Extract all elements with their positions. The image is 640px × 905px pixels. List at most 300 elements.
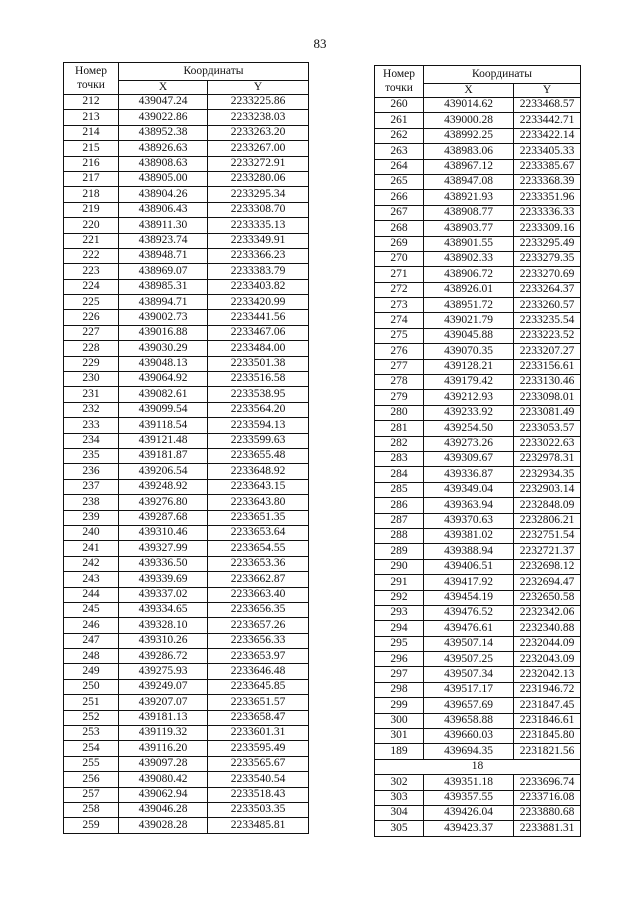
- coordinates-header: Координаты: [119, 63, 309, 81]
- x-header: X: [119, 81, 208, 95]
- table-row: [64, 248, 309, 263]
- table-row: [64, 818, 309, 833]
- table-row: [64, 587, 309, 602]
- table-row: [375, 205, 581, 220]
- table-row: [64, 664, 309, 679]
- y-coordinate-cell: 2233264.37: [514, 282, 581, 297]
- x-coordinate-cell: 439334.65: [119, 602, 208, 617]
- table-row: [64, 510, 309, 525]
- table-row: [375, 144, 581, 159]
- table-row: [375, 451, 581, 466]
- y-coordinate-cell: 2233503.35: [208, 802, 309, 817]
- x-coordinate-cell: 439048.13: [119, 356, 208, 371]
- y-coordinate-cell: 2233643.80: [208, 495, 309, 510]
- y-coordinate-cell: 2233336.33: [514, 205, 581, 220]
- table-row: [375, 744, 581, 759]
- y-coordinate-cell: 2233267.00: [208, 141, 309, 156]
- y-coordinate-cell: 2233564.20: [208, 402, 309, 417]
- x-coordinate-cell: 439276.80: [119, 495, 208, 510]
- x-coordinate-cell: 438951.72: [424, 298, 514, 313]
- table-row: [375, 344, 581, 359]
- table-row: [64, 495, 309, 510]
- point-number-cell: 293: [375, 605, 424, 620]
- y-coordinate-cell: 2233656.35: [208, 602, 309, 617]
- x-coordinate-cell: 439286.72: [119, 649, 208, 664]
- point-number-cell: 275: [375, 328, 424, 343]
- point-number-cell: 220: [64, 218, 119, 233]
- table-row: [375, 390, 581, 405]
- point-number-cell: 259: [64, 818, 119, 833]
- point-number-cell: 297: [375, 667, 424, 682]
- y-coordinate-cell: 2232721.37: [514, 544, 581, 559]
- x-coordinate-cell: 439357.55: [424, 790, 514, 805]
- y-coordinate-cell: 2233880.68: [514, 805, 581, 820]
- y-coordinate-cell: 2233595.49: [208, 741, 309, 756]
- point-number-cell: 271: [375, 267, 424, 282]
- y-coordinate-cell: 2233308.70: [208, 202, 309, 217]
- point-number-cell: 248: [64, 649, 119, 664]
- y-coordinate-cell: 2233405.33: [514, 144, 581, 159]
- table-row: [375, 328, 581, 343]
- point-number-cell: 300: [375, 713, 424, 728]
- point-number-cell: 236: [64, 464, 119, 479]
- table-row: [375, 559, 581, 574]
- y-coordinate-cell: 2233658.47: [208, 710, 309, 725]
- y-coordinate-cell: 2231847.45: [514, 698, 581, 713]
- point-number-cell: 253: [64, 726, 119, 741]
- table-row: [64, 372, 309, 387]
- x-coordinate-cell: 438969.07: [119, 264, 208, 279]
- table-row: [64, 679, 309, 694]
- y-coordinate-cell: 2233653.97: [208, 649, 309, 664]
- x-coordinate-cell: 438908.63: [119, 156, 208, 171]
- x-coordinate-cell: 439179.42: [424, 375, 514, 390]
- table-row: [375, 482, 581, 497]
- table-row: [64, 772, 309, 787]
- point-number-cell: 299: [375, 698, 424, 713]
- point-number-header-line1: Номер: [383, 68, 415, 81]
- point-number-cell: 265: [375, 174, 424, 189]
- x-coordinate-cell: 438905.00: [119, 171, 208, 186]
- y-coordinate-cell: 2231845.80: [514, 729, 581, 744]
- y-coordinate-cell: 2233351.96: [514, 190, 581, 205]
- table-row: [64, 525, 309, 540]
- x-coordinate-cell: 439181.13: [119, 710, 208, 725]
- point-number-cell: 219: [64, 202, 119, 217]
- y-coordinate-cell: 2233643.15: [208, 479, 309, 494]
- point-number-cell: 230: [64, 372, 119, 387]
- point-number-cell: 273: [375, 298, 424, 313]
- table-row: [64, 649, 309, 664]
- y-coordinate-cell: 2233538.95: [208, 387, 309, 402]
- table-row: [375, 698, 581, 713]
- point-number-cell: 223: [64, 264, 119, 279]
- x-coordinate-cell: 439328.10: [119, 618, 208, 633]
- y-coordinate-cell: 2233657.26: [208, 618, 309, 633]
- point-number-cell: 258: [64, 802, 119, 817]
- point-number-cell: 218: [64, 187, 119, 202]
- x-coordinate-cell: 439022.86: [119, 110, 208, 125]
- y-coordinate-cell: 2233663.40: [208, 587, 309, 602]
- y-coordinate-cell: 2233349.91: [208, 233, 309, 248]
- y-coordinate-cell: 2232848.09: [514, 498, 581, 513]
- x-coordinate-cell: 439002.73: [119, 310, 208, 325]
- table-row: [375, 113, 581, 128]
- point-number-cell: 280: [375, 405, 424, 420]
- table-row: [375, 174, 581, 189]
- x-coordinate-cell: 439476.52: [424, 605, 514, 620]
- point-number-cell: 296: [375, 652, 424, 667]
- point-number-cell: 246: [64, 618, 119, 633]
- y-coordinate-cell: 2231946.72: [514, 682, 581, 697]
- y-coordinate-cell: 2232340.88: [514, 621, 581, 636]
- point-number-header-line2: точки: [77, 78, 105, 91]
- y-coordinate-cell: 2232042.13: [514, 667, 581, 682]
- x-coordinate-cell: 439206.54: [119, 464, 208, 479]
- y-coordinate-cell: 2232650.58: [514, 590, 581, 605]
- y-coordinate-cell: 2232044.09: [514, 636, 581, 651]
- table-row: [375, 590, 581, 605]
- table-row: [64, 141, 309, 156]
- point-number-cell: 284: [375, 467, 424, 482]
- coordinates-table-left: [63, 62, 309, 834]
- point-number-cell: 244: [64, 587, 119, 602]
- y-coordinate-cell: 2233485.81: [208, 818, 309, 833]
- y-coordinate-cell: 2231846.61: [514, 713, 581, 728]
- point-number-cell: 250: [64, 679, 119, 694]
- x-coordinate-cell: 439339.69: [119, 572, 208, 587]
- y-coordinate-cell: 2233295.34: [208, 187, 309, 202]
- point-number-cell: 232: [64, 402, 119, 417]
- y-coordinate-cell: 2233651.57: [208, 695, 309, 710]
- y-coordinate-cell: 2233280.06: [208, 171, 309, 186]
- point-number-cell: 233: [64, 418, 119, 433]
- y-coordinate-cell: 2233383.79: [208, 264, 309, 279]
- point-number-cell: 238: [64, 495, 119, 510]
- x-coordinate-cell: 439275.93: [119, 664, 208, 679]
- point-number-cell: 268: [375, 221, 424, 236]
- x-coordinate-cell: 438952.38: [119, 125, 208, 140]
- y-coordinate-cell: 2233295.49: [514, 236, 581, 251]
- x-coordinate-cell: 439426.04: [424, 805, 514, 820]
- table-row: [375, 790, 581, 805]
- point-number-cell: 304: [375, 805, 424, 820]
- point-number-cell: 267: [375, 205, 424, 220]
- y-coordinate-cell: 2233646.48: [208, 664, 309, 679]
- point-number-cell: 261: [375, 113, 424, 128]
- x-coordinate-cell: 439507.34: [424, 667, 514, 682]
- y-coordinate-cell: 2233238.03: [208, 110, 309, 125]
- y-coordinate-cell: 2233272.91: [208, 156, 309, 171]
- point-number-cell: 256: [64, 772, 119, 787]
- point-number-cell: 286: [375, 498, 424, 513]
- point-number-cell: 189: [375, 744, 424, 759]
- x-coordinate-cell: 438983.06: [424, 144, 514, 159]
- x-coordinate-cell: 439381.02: [424, 528, 514, 543]
- y-header: Y: [208, 81, 309, 95]
- point-number-cell: 235: [64, 448, 119, 463]
- table-row: [375, 605, 581, 620]
- y-coordinate-cell: 2233235.54: [514, 313, 581, 328]
- table-row: [375, 621, 581, 636]
- point-number-cell: 231: [64, 387, 119, 402]
- point-number-cell: 224: [64, 279, 119, 294]
- point-number-cell: 212: [64, 95, 119, 110]
- point-number-cell: 264: [375, 159, 424, 174]
- x-coordinate-cell: 439660.03: [424, 729, 514, 744]
- point-number-cell: 301: [375, 729, 424, 744]
- point-number-cell: 292: [375, 590, 424, 605]
- x-coordinate-cell: 439028.28: [119, 818, 208, 833]
- y-coordinate-cell: 2232751.54: [514, 528, 581, 543]
- table-row: [375, 128, 581, 143]
- x-coordinate-cell: 439310.46: [119, 525, 208, 540]
- y-coordinate-cell: 2233279.35: [514, 251, 581, 266]
- x-coordinate-cell: 439327.99: [119, 541, 208, 556]
- y-coordinate-cell: 2233335.13: [208, 218, 309, 233]
- point-number-header-line2: точки: [385, 81, 413, 94]
- table-row: [375, 236, 581, 251]
- table-row: [375, 713, 581, 728]
- x-coordinate-cell: 439064.92: [119, 372, 208, 387]
- y-coordinate-cell: 2233223.52: [514, 328, 581, 343]
- x-coordinate-cell: 438985.31: [119, 279, 208, 294]
- table-row: [375, 159, 581, 174]
- x-coordinate-cell: 438901.55: [424, 236, 514, 251]
- table-row: [375, 375, 581, 390]
- y-coordinate-cell: 2233441.56: [208, 310, 309, 325]
- table-row: [375, 251, 581, 266]
- table-row: [64, 618, 309, 633]
- point-number-cell: 215: [64, 141, 119, 156]
- x-coordinate-cell: 438967.12: [424, 159, 514, 174]
- y-coordinate-cell: 2232043.09: [514, 652, 581, 667]
- x-coordinate-cell: 438908.77: [424, 205, 514, 220]
- y-coordinate-cell: 2233368.39: [514, 174, 581, 189]
- point-number-cell: 252: [64, 710, 119, 725]
- table-row: [375, 729, 581, 744]
- y-coordinate-cell: 2233696.74: [514, 775, 581, 790]
- x-coordinate-cell: 439336.50: [119, 556, 208, 571]
- point-number-cell: 278: [375, 375, 424, 390]
- y-coordinate-cell: 2233654.55: [208, 541, 309, 556]
- y-coordinate-cell: 2233540.54: [208, 772, 309, 787]
- table-row: [375, 498, 581, 513]
- y-coordinate-cell: 2233403.82: [208, 279, 309, 294]
- y-coordinate-cell: 2232903.14: [514, 482, 581, 497]
- y-coordinate-cell: 2233263.20: [208, 125, 309, 140]
- point-number-cell: 288: [375, 528, 424, 543]
- y-coordinate-cell: 2233716.08: [514, 790, 581, 805]
- x-coordinate-cell: 439045.88: [424, 328, 514, 343]
- table-row: [64, 110, 309, 125]
- y-coordinate-cell: 2233601.31: [208, 726, 309, 741]
- x-coordinate-cell: 439476.61: [424, 621, 514, 636]
- y-coordinate-cell: 2233385.67: [514, 159, 581, 174]
- table-row: [64, 741, 309, 756]
- table-row: [64, 556, 309, 571]
- point-number-cell: 285: [375, 482, 424, 497]
- x-coordinate-cell: 439507.14: [424, 636, 514, 651]
- point-number-cell: 283: [375, 451, 424, 466]
- table-row: [64, 710, 309, 725]
- y-coordinate-cell: 2233270.69: [514, 267, 581, 282]
- x-coordinate-cell: 439309.67: [424, 451, 514, 466]
- y-coordinate-cell: 2232934.35: [514, 467, 581, 482]
- table-row: [375, 513, 581, 528]
- section-row: [375, 759, 581, 774]
- table-row: [64, 448, 309, 463]
- table-row: [64, 726, 309, 741]
- table-row: [375, 667, 581, 682]
- x-coordinate-cell: 439181.87: [119, 448, 208, 463]
- x-coordinate-cell: 439016.88: [119, 325, 208, 340]
- x-coordinate-cell: 439080.42: [119, 772, 208, 787]
- x-coordinate-cell: 439658.88: [424, 713, 514, 728]
- point-number-cell: 242: [64, 556, 119, 571]
- x-coordinate-cell: 438903.77: [424, 221, 514, 236]
- point-number-cell: 298: [375, 682, 424, 697]
- x-coordinate-cell: 438906.72: [424, 267, 514, 282]
- x-coordinate-cell: 439248.92: [119, 479, 208, 494]
- x-coordinate-cell: 439118.54: [119, 418, 208, 433]
- table-row: [375, 282, 581, 297]
- table-row: [64, 356, 309, 371]
- y-coordinate-cell: 2233518.43: [208, 787, 309, 802]
- x-coordinate-cell: 439082.61: [119, 387, 208, 402]
- x-coordinate-cell: 438926.01: [424, 282, 514, 297]
- table-row: [375, 313, 581, 328]
- x-coordinate-cell: 438992.25: [424, 128, 514, 143]
- table-row: [64, 156, 309, 171]
- x-coordinate-cell: 439657.69: [424, 698, 514, 713]
- y-coordinate-cell: 2233130.46: [514, 375, 581, 390]
- y-coordinate-cell: 2233594.13: [208, 418, 309, 433]
- table-row: [375, 467, 581, 482]
- y-coordinate-cell: 2233565.67: [208, 756, 309, 771]
- table-row: [64, 310, 309, 325]
- point-number-cell: 266: [375, 190, 424, 205]
- x-header: X: [424, 84, 514, 98]
- x-coordinate-cell: 439030.29: [119, 341, 208, 356]
- table-row: [64, 187, 309, 202]
- x-coordinate-cell: 439694.35: [424, 744, 514, 759]
- table-row: [64, 633, 309, 648]
- table-row: [375, 775, 581, 790]
- y-coordinate-cell: 2232694.47: [514, 575, 581, 590]
- y-coordinate-cell: 2233225.86: [208, 95, 309, 110]
- table-row: [64, 402, 309, 417]
- y-coordinate-cell: 2233420.99: [208, 295, 309, 310]
- y-coordinate-cell: 2233501.38: [208, 356, 309, 371]
- y-coordinate-cell: 2233081.49: [514, 405, 581, 420]
- point-number-cell: 222: [64, 248, 119, 263]
- point-number-cell: 291: [375, 575, 424, 590]
- point-number-cell: 263: [375, 144, 424, 159]
- x-coordinate-cell: 439273.26: [424, 436, 514, 451]
- table-row: [64, 279, 309, 294]
- table-row: [64, 125, 309, 140]
- x-coordinate-cell: 438904.26: [119, 187, 208, 202]
- table-row: [375, 421, 581, 436]
- point-number-cell: 254: [64, 741, 119, 756]
- y-coordinate-cell: 2231821.56: [514, 744, 581, 759]
- x-coordinate-cell: 438911.30: [119, 218, 208, 233]
- y-coordinate-cell: 2233484.00: [208, 341, 309, 356]
- point-number-cell: 228: [64, 341, 119, 356]
- y-coordinate-cell: 2233366.23: [208, 248, 309, 263]
- x-coordinate-cell: 439233.92: [424, 405, 514, 420]
- table-row: [64, 233, 309, 248]
- point-number-cell: 213: [64, 110, 119, 125]
- point-number-cell: 302: [375, 775, 424, 790]
- x-coordinate-cell: 439062.94: [119, 787, 208, 802]
- point-number-cell: 303: [375, 790, 424, 805]
- table-row: [64, 95, 309, 110]
- table-row: [64, 325, 309, 340]
- x-coordinate-cell: 438921.93: [424, 190, 514, 205]
- x-coordinate-cell: 439097.28: [119, 756, 208, 771]
- x-coordinate-cell: 439047.24: [119, 95, 208, 110]
- point-number-header: [375, 66, 424, 98]
- x-coordinate-cell: 439121.48: [119, 433, 208, 448]
- coordinates-table-right: [374, 65, 581, 837]
- table-row: [375, 298, 581, 313]
- x-coordinate-cell: 438948.71: [119, 248, 208, 263]
- x-coordinate-cell: 438947.08: [424, 174, 514, 189]
- x-coordinate-cell: 439254.50: [424, 421, 514, 436]
- y-header: Y: [514, 84, 581, 98]
- x-coordinate-cell: 439128.21: [424, 359, 514, 374]
- x-coordinate-cell: 439099.54: [119, 402, 208, 417]
- x-coordinate-cell: 439070.35: [424, 344, 514, 359]
- x-coordinate-cell: 439021.79: [424, 313, 514, 328]
- y-coordinate-cell: 2232342.06: [514, 605, 581, 620]
- y-coordinate-cell: 2233516.58: [208, 372, 309, 387]
- point-number-cell: 262: [375, 128, 424, 143]
- table-row: [64, 418, 309, 433]
- y-coordinate-cell: 2233098.01: [514, 390, 581, 405]
- x-coordinate-cell: 439517.17: [424, 682, 514, 697]
- point-number-cell: 251: [64, 695, 119, 710]
- point-number-cell: 214: [64, 125, 119, 140]
- table-row: [64, 464, 309, 479]
- point-number-cell: 241: [64, 541, 119, 556]
- point-number-cell: 269: [375, 236, 424, 251]
- point-number-cell: 287: [375, 513, 424, 528]
- x-coordinate-cell: 439337.02: [119, 587, 208, 602]
- y-coordinate-cell: 2233881.31: [514, 821, 581, 836]
- x-coordinate-cell: 439423.37: [424, 821, 514, 836]
- table-row: [375, 652, 581, 667]
- x-coordinate-cell: 439336.87: [424, 467, 514, 482]
- y-coordinate-cell: 2232698.12: [514, 559, 581, 574]
- x-coordinate-cell: 439046.28: [119, 802, 208, 817]
- y-coordinate-cell: 2233467.06: [208, 325, 309, 340]
- point-number-cell: 289: [375, 544, 424, 559]
- point-number-cell: 227: [64, 325, 119, 340]
- table-row: [64, 171, 309, 186]
- y-coordinate-cell: 2233651.35: [208, 510, 309, 525]
- x-coordinate-cell: 438994.71: [119, 295, 208, 310]
- table-row: [64, 541, 309, 556]
- y-coordinate-cell: 2233468.57: [514, 98, 581, 113]
- x-coordinate-cell: 439207.07: [119, 695, 208, 710]
- point-number-cell: 239: [64, 510, 119, 525]
- x-coordinate-cell: 439014.62: [424, 98, 514, 113]
- point-number-cell: 240: [64, 525, 119, 540]
- table-row: [64, 433, 309, 448]
